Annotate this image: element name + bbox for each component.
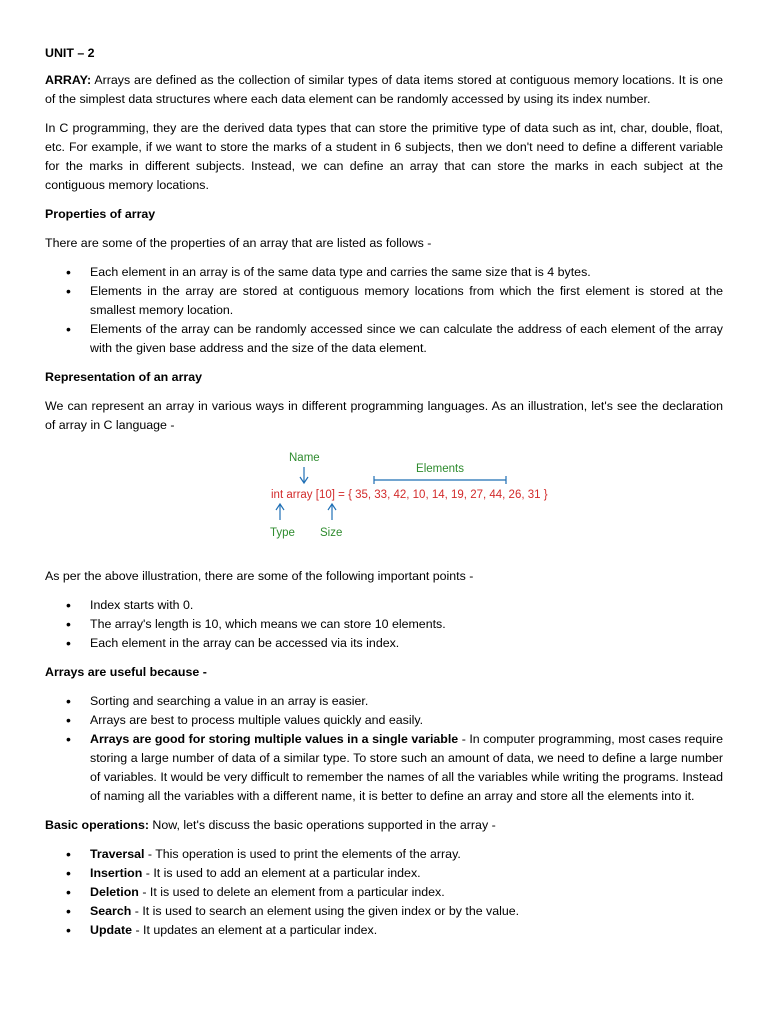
properties-intro: There are some of the properties of an array that are listed as follows - xyxy=(45,236,432,250)
type-label: Type xyxy=(270,527,295,539)
elements-label: Elements xyxy=(416,463,464,475)
list-item: • Index starts with 0. xyxy=(45,596,723,615)
operations-list xyxy=(45,845,723,940)
list-item: • Elements in the array are stored at contiguous memory locations from which the first element is stored at the smallest memory location. xyxy=(45,282,723,320)
list-item: • Arrays are best to process multiple values quickly and easily. xyxy=(45,711,723,730)
properties-heading: Properties of array xyxy=(45,207,156,221)
list-item: • Each element in the array can be accessed via its index. xyxy=(45,634,723,653)
operation-name: Traversal xyxy=(90,847,145,861)
useful-heading: Arrays are useful because - xyxy=(45,665,207,679)
useful-list xyxy=(45,692,723,806)
declaration-name: array xyxy=(286,489,313,501)
operation-item-traversal xyxy=(45,845,723,864)
list-item: • The array's length is 10, which means we can store 10 elements. xyxy=(45,615,723,634)
basic-operations-paragraph xyxy=(45,816,723,835)
array-definition-text: Arrays are defined as the collection of similar types of data items stored at contiguous memory locations. It is one of the simplest data structures where each data element can be randomly accessed by using its index number. xyxy=(45,73,723,106)
operation-name: Deletion xyxy=(90,885,139,899)
operation-item-search xyxy=(45,902,723,921)
operation-desc: - It is used to delete an element from a particular index. xyxy=(138,885,445,899)
basic-operations-label: Basic operations: xyxy=(45,818,149,832)
declaration-type: int xyxy=(271,489,284,501)
array-declaration xyxy=(271,489,548,501)
storing-item-bold: Arrays are good for storing multiple values in a single variable xyxy=(90,732,459,746)
representation-heading: Representation of an array xyxy=(45,370,202,384)
list-item xyxy=(45,730,723,806)
declaration-size: [10] xyxy=(315,489,335,501)
size-label: Size xyxy=(320,527,343,539)
list-item: • Sorting and searching a value in an array is easier. xyxy=(45,692,723,711)
operation-desc: - It updates an element at a particular index. xyxy=(132,923,378,937)
operation-name: Search xyxy=(90,904,132,918)
name-label: Name xyxy=(289,452,320,464)
operation-name: Update xyxy=(90,923,132,937)
operation-item-update xyxy=(45,921,723,940)
operation-name: Insertion xyxy=(90,866,143,880)
operation-desc: - It is used to add an element at a particular index. xyxy=(142,866,421,880)
representation-intro: We can represent an array in various ways in different programming languages. As an illustration, let's see the declaration of array in C language - xyxy=(45,399,723,432)
list-item: • Elements of the array can be randomly accessed since we can calculate the address of each element of the array with the given base address and the size of the data element. xyxy=(45,320,723,358)
unit-title: UNIT – 2 xyxy=(45,46,95,60)
illustration-intro: As per the above illustration, there are some of the following important points - xyxy=(45,569,474,583)
basic-operations-text: Now, let's discuss the basic operations supported in the array - xyxy=(148,818,496,832)
declaration-values: = { 35, 33, 42, 10, 14, 19, 27, 44, 26, 31 } xyxy=(338,489,548,501)
array-diagram-svg xyxy=(225,445,565,555)
properties-list xyxy=(45,263,723,358)
list-item: • Each element in an array is of the same data type and carries the same size that is 4 bytes. xyxy=(45,263,723,282)
array-label: ARRAY: xyxy=(45,73,92,87)
operation-desc: - This operation is used to print the elements of the array. xyxy=(144,847,461,861)
operation-item-insertion xyxy=(45,864,723,883)
operation-item-deletion xyxy=(45,883,723,902)
storing-item-text: - In computer programming, most cases require storing a large number of data of a similar type. To store such an amount of data, we need to define a large number of variables. It would be very difficult to remember the names of all the variables while writing the programs. Instead of naming all the variables with a different name, it is better to define an array and store all the elements into it. xyxy=(90,732,723,803)
c-programming-paragraph: In C programming, they are the derived data types that can store the primitive type of data such as int, char, double, float, etc. For example, if we want to store the marks of a student in 6 subjects, then we don't need to define a different variable for the marks in different subjects. Instead, we can define an array that can store the marks in each subject at the contiguous memory locations. xyxy=(45,121,723,192)
array-declaration-diagram xyxy=(45,445,723,555)
illustration-points-list xyxy=(45,596,723,653)
array-definition-paragraph xyxy=(45,71,723,109)
operation-desc: - It is used to search an element using the given index or by the value. xyxy=(131,904,520,918)
